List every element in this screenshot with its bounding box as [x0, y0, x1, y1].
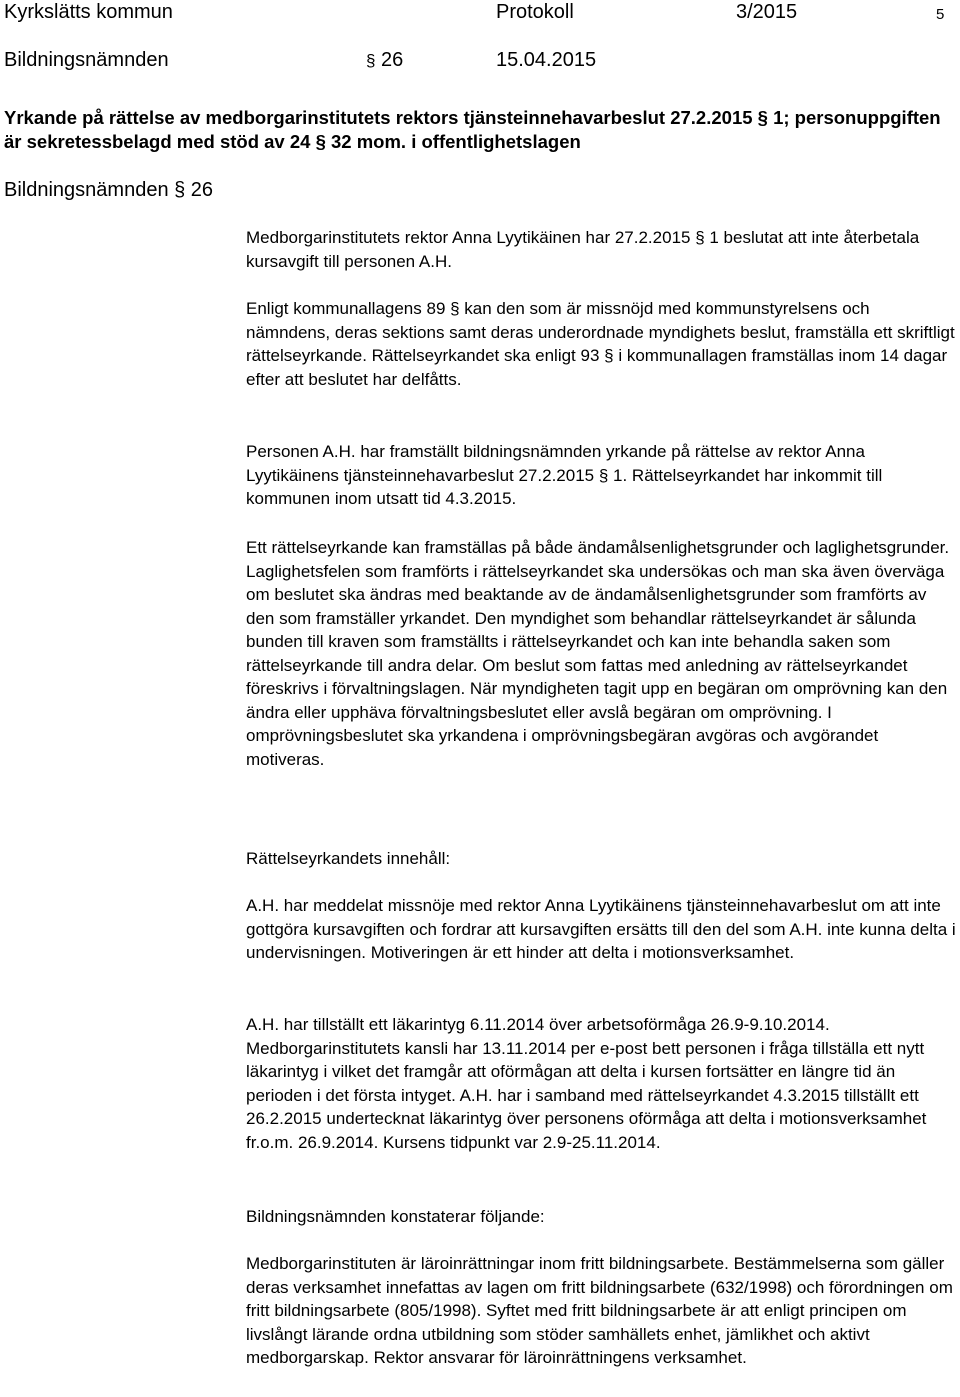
- paragraph-board-findings: Medborgarinstituten är läroinrättningar inom fritt bildningsarbete. Bestämmelserna som gäller deras verksamhet innefattas av lagen om fritt bildningsarbete (632/1998) och förordningen om fritt bildningsarbete (805/1998). Syftet med fritt bildningsarbete är att enligt principen om livslångt lärande ordna utbildning som stöder samhällets enhet, jämlikhet och aktivt medborgarskap. Rektor ansvarar för läroinrättningens verksamhet.: [246, 1254, 953, 1367]
- paragraph-medical-certificates: A.H. har tillställt ett läkarintyg 6.11.2014 över arbetsoförmåga 26.9-9.10.2014. Medborgarinstitutets kansli har 13.11.2014 per e-post bett personen i fråga tillställa ett nytt läkarintyg i vilket det framgår att oförmågan att delta i kursen fortsätter en längre tid än perioden i det första intyget. A.H. har i samband med rättelseyrkandet 4.3.2015 tillställt ett 26.2.2015 undertecknat läkarintyg över personens oförmåga att delta i motionsverksamhet fr.o.m. 26.9.2014. Kursens tidpunkt var 2.9-25.11.2014.: [246, 1015, 927, 1152]
- paragraph-grounds: Ett rättelseyrkande kan framställas på både ändamålsenlighetsgrunder och laglighetsgrunder. Laglighetsfelen som framförts i rättelseyrkandet ska undersökas och man ska även överväga om beslutet ska ändras med beaktande av de ändamålsenlighetsgrunder som framförts av den som framställer yrkandet. Den myndighet som behandlar rättelseyrkandet är sålunda bunden till kraven som framställts i rättelseyrkandet och kan inte behandla saken som rättelseyrkande till andra delar. Om beslut som fattas med anledning av rättelseyrkandet föreskrivs i förvaltningslagen. När myndigheten tagit upp en begäran om omprövning kan den ändra eller upphäva förvaltningsbeslutet eller avslå begäran om omprövning. I omprövningsbeslutet ska yrkandena i omprövningsbegäran avgöras och avgörandet motiveras.: [246, 538, 950, 769]
- paragraph-claim-content: A.H. har meddelat missnöje med rektor Anna Lyytikäinens tjänsteinnehavarbeslut om att inte gottgöra kursavgiften och fordrar att kursavgiften ersätts till den del som A.H. inte kunna delta i undervisningen. Motiveringen är ett hinder att delta i motionsverksamhet.: [246, 896, 956, 962]
- paragraph-claim-filed: Personen A.H. har framställt bildningsnämnden yrkande på rättelse av rektor Anna Lyytikäinens tjänsteinnehavarbeslut 27.2.2015 § 1. Rättelseyrkandet har inkommit till kommunen inom utsatt tid 4.3.2015.: [246, 442, 883, 508]
- document-type: Protokoll: [496, 1, 574, 23]
- meeting-date: 15.04.2015: [496, 49, 597, 71]
- municipality-name: Kyrkslätts kommun: [4, 1, 173, 23]
- section-heading-claim-content: Rättelseyrkandets innehåll:: [246, 849, 451, 868]
- case-title: Yrkande på rättelse av medborgarinstitutets rektors tjänsteinnehavarbeslut 27.2.2015 § 1; personuppgiften är sekretessbelagd med stöd av 24 § 32 mom. i offentlighetslagen: [4, 107, 941, 152]
- paragraph-legal-basis: Enligt kommunallagens 89 § kan den som är missnöjd med kommunstyrelsens och nämndens, deras sektions samt deras underordnade myndighets beslut, framställa ett skriftligt rättelseyrkande. Rättelseyrkandet ska enligt 93 § i kommunallagen framställas inom 14 dagar efter att beslutet har delfåtts.: [246, 299, 955, 389]
- paragraph-decision-summary: Medborgarinstitutets rektor Anna Lyytikäinen har 27.2.2015 § 1 beslutat att inte återbetala kursavgift till personen A.H.: [246, 228, 920, 271]
- section-heading-board-findings: Bildningsnämnden konstaterar följande:: [246, 1207, 545, 1226]
- paragraph-number: § 26: [366, 49, 404, 71]
- document-number: 3/2015: [736, 1, 798, 23]
- page-number: 5: [936, 6, 945, 23]
- board-name: Bildningsnämnden: [4, 49, 169, 71]
- board-section-heading: Bildningsnämnden § 26: [4, 179, 214, 201]
- section-sign-icon: §: [366, 51, 376, 70]
